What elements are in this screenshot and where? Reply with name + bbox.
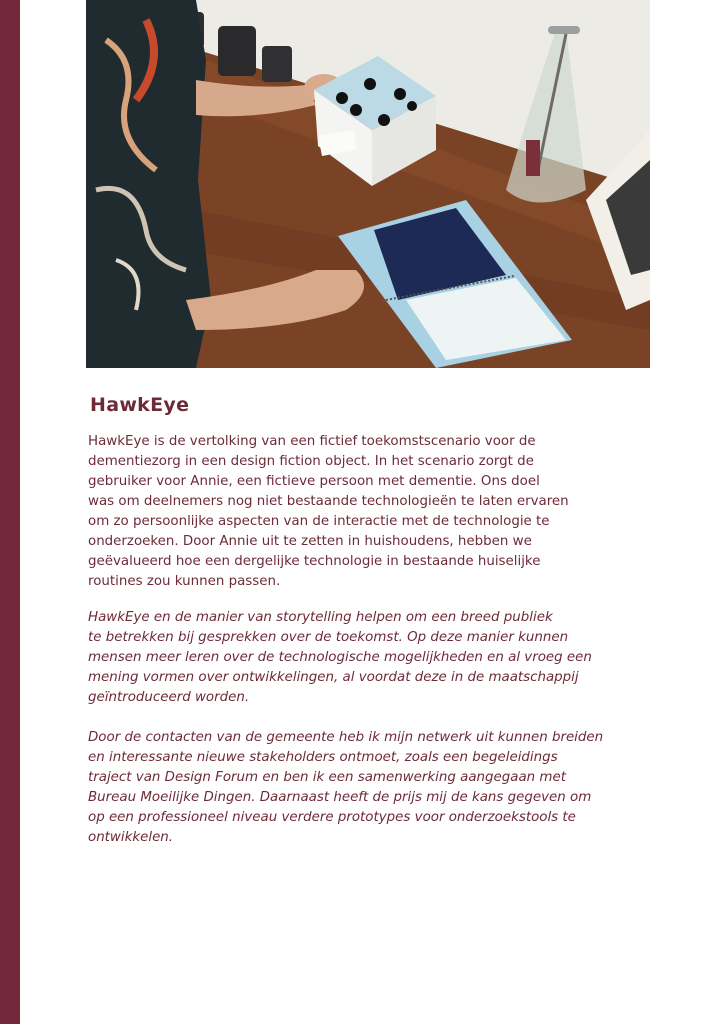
side-accent-bar bbox=[0, 0, 20, 1024]
text-line: HawkEye en de manier van storytelling helpen om een breed publiek bbox=[88, 610, 553, 625]
intro-paragraph bbox=[88, 432, 608, 592]
text-line: traject van Design Forum en ben ik een samenwerking aangegaan met bbox=[88, 770, 566, 785]
quote-paragraph-network bbox=[88, 728, 608, 848]
text-line: Door de contacten van de gemeente heb ik mijn netwerk uit kunnen breiden bbox=[88, 730, 604, 745]
text-line: dementiezorg in een design fiction object. In het scenario zorgt de bbox=[88, 454, 534, 469]
text-line: routines zou kunnen passen. bbox=[88, 574, 281, 589]
text-line: geëvalueerd hoe een dergelijke technologie in bestaande huiselijke bbox=[88, 554, 541, 569]
text-line: te betrekken bij gesprekken over de toekomst. Op deze manier kunnen bbox=[88, 630, 569, 645]
text-line: op een professioneel niveau verdere prototypes voor onderzoekstools te bbox=[88, 810, 576, 825]
text-line: onderzoeken. Door Annie uit te zetten in huishoudens, hebben we bbox=[88, 534, 532, 549]
text-line: mensen meer leren over de technologische mogelijkheden en al vroeg een bbox=[88, 650, 592, 665]
text-line: om zo persoonlijke aspecten van de interactie met de technologie te bbox=[88, 514, 550, 529]
text-line: gebruiker voor Annie, een fictieve persoon met dementie. Ons doel bbox=[88, 474, 540, 489]
quote-paragraph-storytelling bbox=[88, 608, 608, 708]
article-title: HawkEye bbox=[90, 394, 190, 416]
text-line: en interessante nieuwe stakeholders ontmoet, zoals een begeleidings bbox=[88, 750, 558, 765]
text-line: ontwikkelen. bbox=[88, 830, 174, 845]
text-line: HawkEye is de vertolking van een fictief toekomstscenario voor de bbox=[88, 434, 536, 449]
text-line: was om deelnemers nog niet bestaande technologieën te laten ervaren bbox=[88, 494, 569, 509]
text-line: mening vormen over ontwikkelingen, al voordat deze in de maatschappij bbox=[88, 670, 579, 685]
hawkeye-photo bbox=[86, 0, 650, 368]
text-line: geïntroduceerd worden. bbox=[88, 690, 250, 705]
text-line: Bureau Moeilijke Dingen. Daarnaast heeft de prijs mij de kans gegeven om bbox=[88, 790, 592, 805]
